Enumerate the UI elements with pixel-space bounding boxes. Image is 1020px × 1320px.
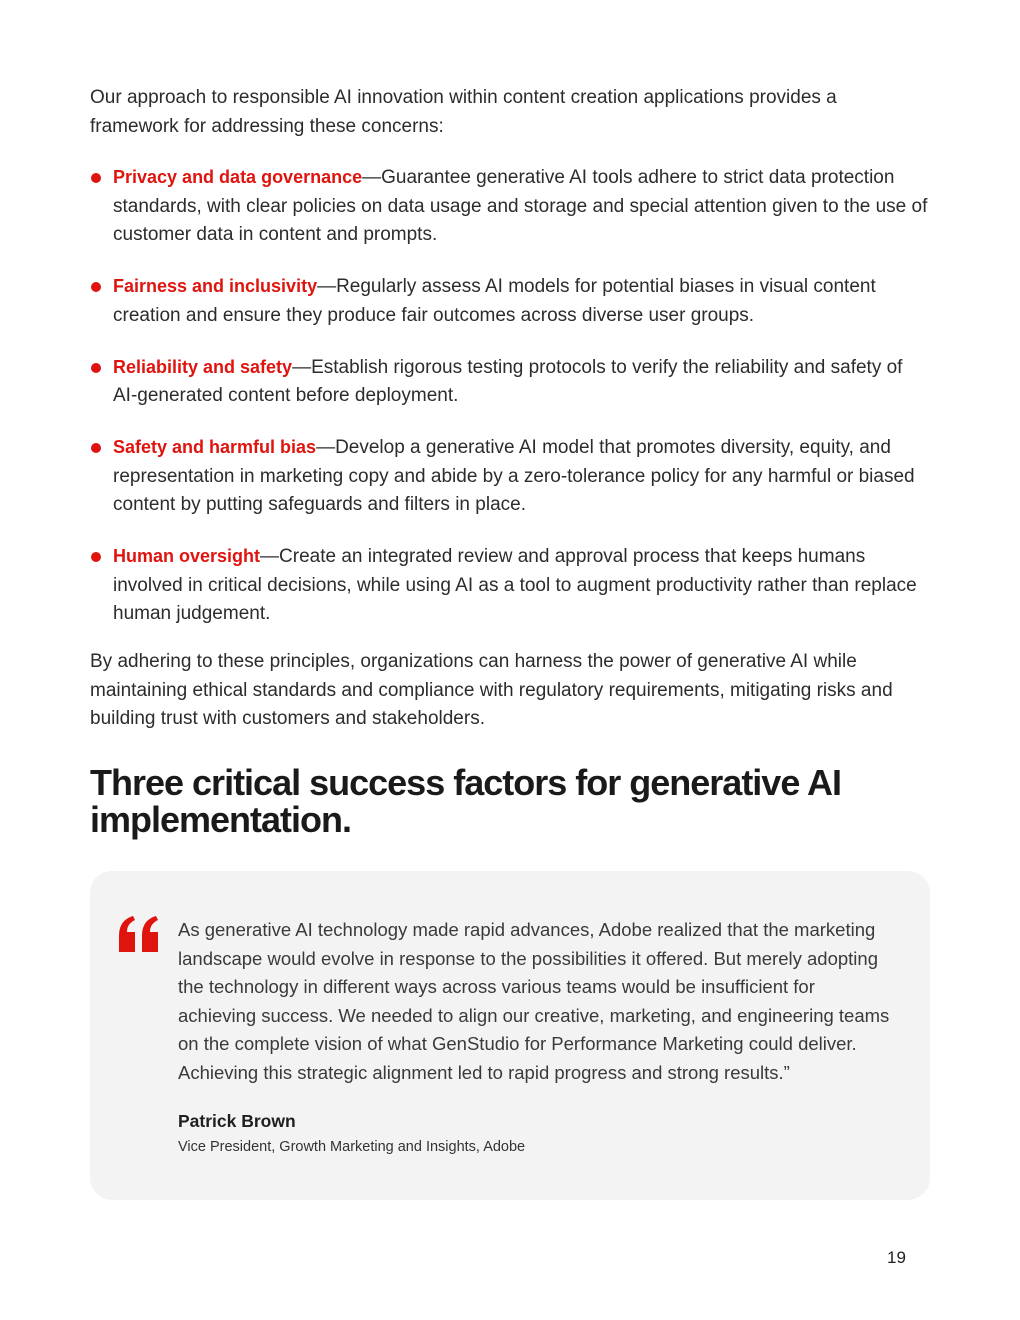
list-item: [90, 272, 930, 330]
bullet-dot-icon: [91, 443, 101, 453]
principles-list: [90, 163, 930, 629]
list-item: [90, 353, 930, 411]
principle-term: Human oversight: [113, 546, 261, 566]
principle-term: Privacy and data governance: [113, 167, 363, 187]
bullet-dot-icon: [91, 173, 101, 183]
principle-term: Safety and harmful bias: [113, 437, 317, 457]
intro-paragraph: Our approach to responsible AI innovation within content creation applications provides a framework for addressing these concerns:: [90, 87, 837, 137]
section-heading: Three critical success factors for generative AI implementation.: [90, 761, 842, 840]
principle-term: Reliability and safety: [113, 356, 293, 377]
page-content: [90, 84, 930, 838]
principle-term: Fairness and inclusivity: [113, 276, 318, 296]
principle-text: —Guarantee generative AI tools adhere to strict data protection standards, with clear policies on data usage and storage and special attention given to the use of customer data in content and prompts.: [113, 167, 928, 245]
list-item: [90, 542, 930, 629]
quote-text: As generative AI technology made rapid advances, Adobe realized that the marketing landscape would evolve in response to the possibilities it offered. But merely adopting the technology in different ways across various teams would be insufficient for achieving success. We needed to align our creative, marketing, and engineering teams on the complete vision of what GenStudio for Performance Marketing could deliver. Achieving this strategic alignment led to rapid progress and strong results.”: [178, 919, 890, 1083]
bullet-dot-icon: [91, 552, 101, 562]
closing-paragraph: By adhering to these principles, organizations can harness the power of generative AI while maintaining ethical standards and compliance with regulatory requirements, mitigating risks and building trust with customers and stakeholders.: [90, 651, 893, 729]
principle-text: —Create an integrated review and approval process that keeps humans involved in critical decisions, while using AI as a tool to augment productivity rather than replace human judgement.: [113, 546, 917, 624]
quote-author-role: Vice President, Growth Marketing and Insights, Adobe: [178, 1139, 526, 1155]
principle-text: —Regularly assess AI models for potential biases in visual content creation and ensure they produce fair outcomes across diverse user groups.: [113, 276, 876, 326]
bullet-dot-icon: [91, 282, 101, 292]
quote-mark-icon: [117, 916, 161, 954]
list-item: [90, 163, 930, 250]
bullet-dot-icon: [91, 363, 101, 373]
principle-text: —Establish rigorous testing protocols to verify the reliability and safety of AI-generated content before deployment.: [113, 356, 903, 406]
list-item: [90, 433, 930, 520]
quote-author: Patrick Brown: [178, 1111, 296, 1131]
principle-text: —Develop a generative AI model that promotes diversity, equity, and representation in marketing copy and abide by a zero-tolerance policy for any harmful or biased content by putting safeguards and filters in place.: [113, 437, 915, 515]
page-number: 19: [887, 1248, 906, 1267]
